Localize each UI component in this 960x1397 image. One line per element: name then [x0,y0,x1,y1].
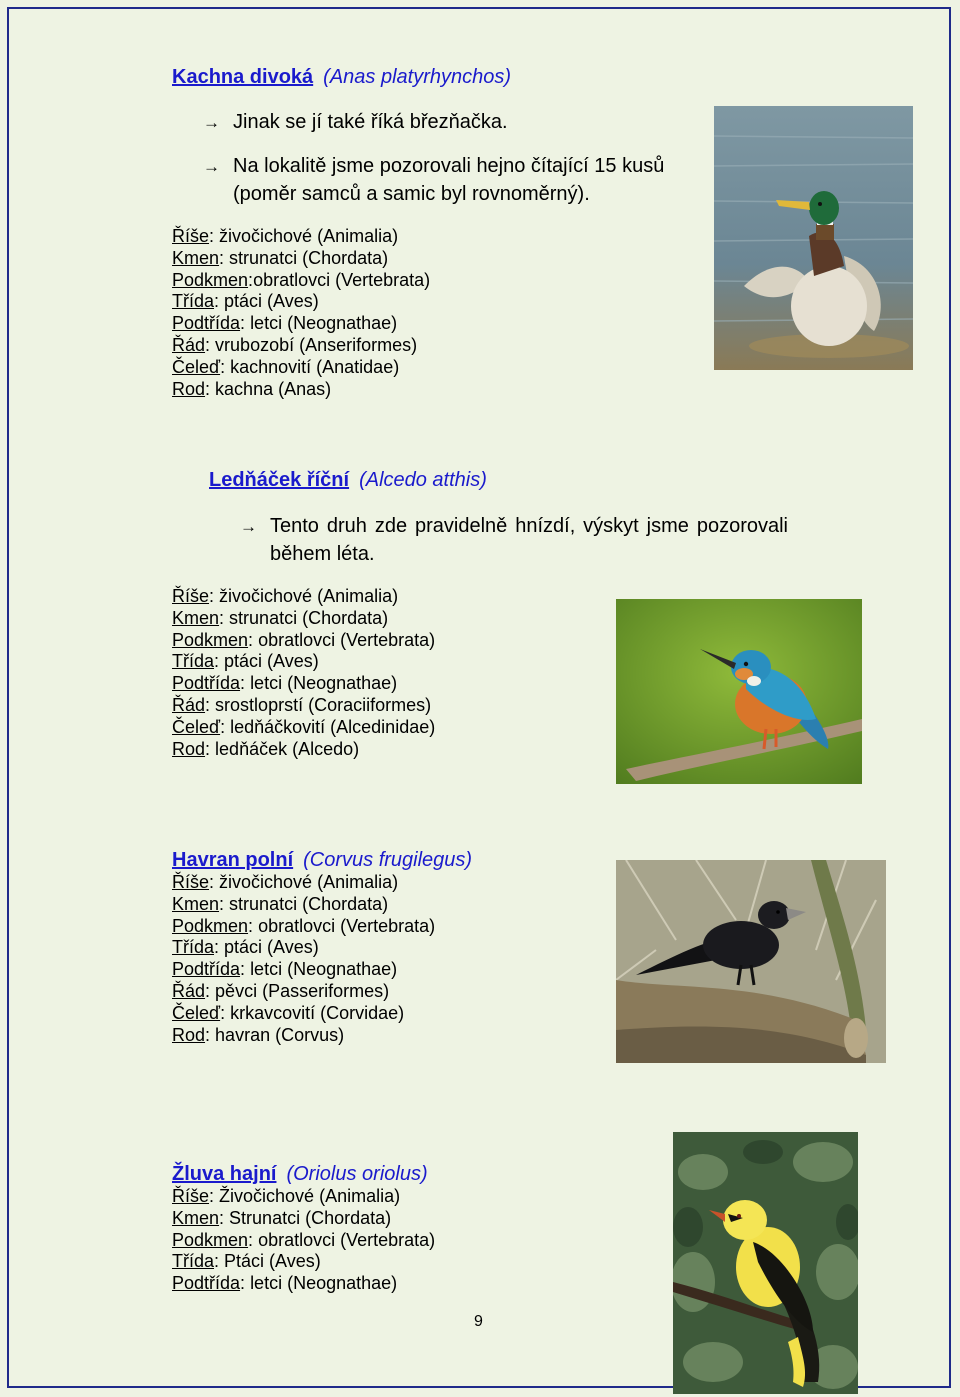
taxonomy-separator: : [205,738,216,759]
taxonomy-rank: Rod [172,1024,206,1045]
taxonomy-rank: Kmen [172,1207,220,1228]
taxonomy-row [172,357,430,379]
taxonomy-separator: : [205,378,216,399]
arrow-bullet-icon: → [203,157,220,176]
taxonomy-value: živočichové (Animalia) [219,226,399,246]
taxonomy-row [172,937,435,959]
taxonomy-separator: : [209,872,220,892]
taxonomy-row [172,872,435,894]
taxonomy-row [172,1025,435,1047]
taxonomy-value: kachnovití (Anatidae) [230,356,400,377]
taxonomy-value: ptáci (Aves) [224,291,319,312]
taxonomy-rank: Čeleď [172,356,221,377]
taxonomy-row [172,335,430,357]
taxonomy-rank: Řád [172,980,206,1001]
taxonomy-rank: Podtřída [172,673,241,694]
taxonomy-value: živočichové (Animalia) [219,586,399,606]
taxonomy-value: strunatci (Chordata) [229,247,389,268]
bullet-text: Tento druh zde pravidelně hnízdí, výskyt jsme pozorovali během léta. [270,515,788,565]
taxonomy-rank: Řád [172,334,206,355]
taxonomy-value: živočichové (Animalia) [219,872,399,892]
taxonomy-rank: Čeleď [172,716,221,737]
taxonomy-row [172,1251,435,1273]
species-name[interactable]: Ledňáček říční [209,469,350,491]
taxonomy-value: letci (Neognathae) [250,1273,398,1294]
taxonomy-rank: Kmen [172,247,220,268]
taxonomy-row [172,1230,435,1252]
taxonomy-row [172,1003,435,1025]
taxonomy-value: obratlovci (Vertebrata) [258,629,436,650]
taxonomy-row [172,608,435,630]
taxonomy-value: letci (Neognathae) [250,959,398,980]
taxonomy-separator: : [205,980,216,1001]
taxonomy-value: Ptáci (Aves) [224,1251,321,1272]
taxonomy-value: ledňáček (Alcedo) [215,738,360,759]
taxonomy-rank: Podkmen [172,269,249,290]
taxonomy-separator: : [248,915,259,936]
taxonomy-separator: : [220,1002,231,1023]
taxonomy-rank: Podkmen [172,1229,249,1250]
taxonomy-row [172,1208,435,1230]
species-title-oriole [172,1163,428,1186]
oriole-photo [673,1132,858,1394]
taxonomy-value: obratlovci (Vertebrata) [258,1229,436,1250]
taxonomy-row [172,651,435,673]
taxonomy-rank: Řád [172,694,206,715]
bullet-item [203,152,683,208]
species-name[interactable]: Kachna divoká [172,66,314,88]
taxonomy-row [172,1273,435,1295]
taxonomy-row [172,916,435,938]
taxonomy-row [172,313,430,335]
taxonomy-row [172,226,430,248]
taxonomy-row [172,1186,435,1208]
taxonomy-separator: : [240,673,251,694]
taxonomy-value: strunatci (Chordata) [229,607,389,628]
taxonomy-value: vrubozobí (Anseriformes) [215,334,418,355]
species-latin-name: (Alcedo atthis) [359,469,487,491]
taxonomy-rank: Třída [172,291,215,312]
rook-photo [616,860,886,1063]
taxonomy-separator: : [214,937,225,958]
taxonomy-row [172,959,435,981]
species-latin-name: (Oriolus oriolus) [286,1163,428,1185]
taxonomy-rank: Kmen [172,607,220,628]
taxonomy-value: kachna (Anas) [215,378,332,399]
taxonomy-row [172,586,435,608]
bullet-text: Jinak se jí také říká březňačka. [233,111,508,133]
taxonomy-rank: Podkmen [172,629,249,650]
taxonomy-rank: Rod [172,378,206,399]
taxonomy-row [172,270,430,292]
taxonomy-row [172,673,435,695]
taxonomy-separator: : [219,893,230,914]
species-title-kingfisher [209,469,487,492]
taxonomy-rank: Podtřída [172,313,241,334]
species-name[interactable]: Havran polní [172,849,294,871]
taxonomy-rank: Říše [172,586,210,606]
taxonomy-row [172,630,435,652]
kingfisher-photo [616,599,862,784]
taxonomy-separator: : [220,716,231,737]
taxonomy-separator: : [209,586,220,606]
taxonomy-value: ptáci (Aves) [224,651,319,672]
taxonomy-separator: : [214,1251,225,1272]
taxonomy-separator: : [205,334,216,355]
taxonomy-separator: : [205,1024,216,1045]
taxonomy-separator: : [209,1186,220,1206]
mallard-photo [714,106,913,370]
bullet-item [240,512,788,568]
taxonomy-value: ledňáčkovití (Alcedinidae) [230,716,436,737]
taxonomy-rank: Kmen [172,893,220,914]
taxonomy-value: srostloprstí (Coraciiformes) [215,694,432,715]
taxonomy-row [172,894,435,916]
taxonomy-value: obratlovci (Vertebrata) [253,269,431,290]
taxonomy-value: havran (Corvus) [215,1024,345,1045]
taxonomy-separator: : [209,226,220,246]
species-latin-name: (Anas platyrhynchos) [323,66,512,88]
taxonomy-row [172,717,435,739]
taxonomy-row [172,695,435,717]
taxonomy-rank: Rod [172,738,206,759]
taxonomy-value: letci (Neognathae) [250,673,398,694]
page-number: 9 [474,1313,483,1330]
taxonomy-list [172,1186,435,1295]
taxonomy-separator: : [214,291,225,312]
bullet-item [203,108,683,137]
taxonomy-value: obratlovci (Vertebrata) [258,915,436,936]
taxonomy-rank: Třída [172,937,215,958]
taxonomy-value: strunatci (Chordata) [229,893,389,914]
taxonomy-value: Živočichové (Animalia) [219,1186,401,1206]
taxonomy-row [172,981,435,1003]
taxonomy-rank: Třída [172,651,215,672]
taxonomy-list [172,226,430,400]
taxonomy-rank: Podkmen [172,915,249,936]
arrow-bullet-icon: → [240,517,257,536]
taxonomy-separator: : [240,1273,251,1294]
taxonomy-rank: Podtřída [172,959,241,980]
species-title-mallard [172,66,511,89]
taxonomy-row [172,379,430,401]
taxonomy-separator: : [219,1207,230,1228]
arrow-bullet-icon: → [203,113,220,132]
taxonomy-separator: : [220,356,231,377]
taxonomy-separator: : [248,269,254,290]
taxonomy-rank: Čeleď [172,1002,221,1023]
taxonomy-row [172,291,430,313]
taxonomy-separator: : [240,313,251,334]
taxonomy-rank: Říše [172,1186,210,1206]
taxonomy-list [172,586,435,760]
taxonomy-value: krkavcovití (Corvidae) [230,1002,405,1023]
taxonomy-value: ptáci (Aves) [224,937,319,958]
species-title-rook [172,849,472,872]
taxonomy-rank: Říše [172,872,210,892]
taxonomy-separator: : [214,651,225,672]
taxonomy-value: pěvci (Passeriformes) [215,980,390,1001]
taxonomy-list [172,872,435,1046]
taxonomy-separator: : [219,247,230,268]
taxonomy-row [172,739,435,761]
species-latin-name: (Corvus frugilegus) [303,849,473,871]
taxonomy-rank: Říše [172,226,210,246]
taxonomy-separator: : [240,959,251,980]
taxonomy-rank: Podtřída [172,1273,241,1294]
taxonomy-value: Strunatci (Chordata) [229,1207,392,1228]
taxonomy-separator: : [248,629,259,650]
taxonomy-rank: Třída [172,1251,215,1272]
taxonomy-row [172,248,430,270]
species-name[interactable]: Žluva hajní [172,1163,277,1185]
taxonomy-separator: : [205,694,216,715]
taxonomy-separator: : [248,1229,259,1250]
taxonomy-separator: : [219,607,230,628]
bullet-text: Na lokalitě jsme pozorovali hejno čítající 15 kusů (poměr samců a samic byl rovnoměrný). [233,155,665,205]
taxonomy-value: letci (Neognathae) [250,313,398,334]
